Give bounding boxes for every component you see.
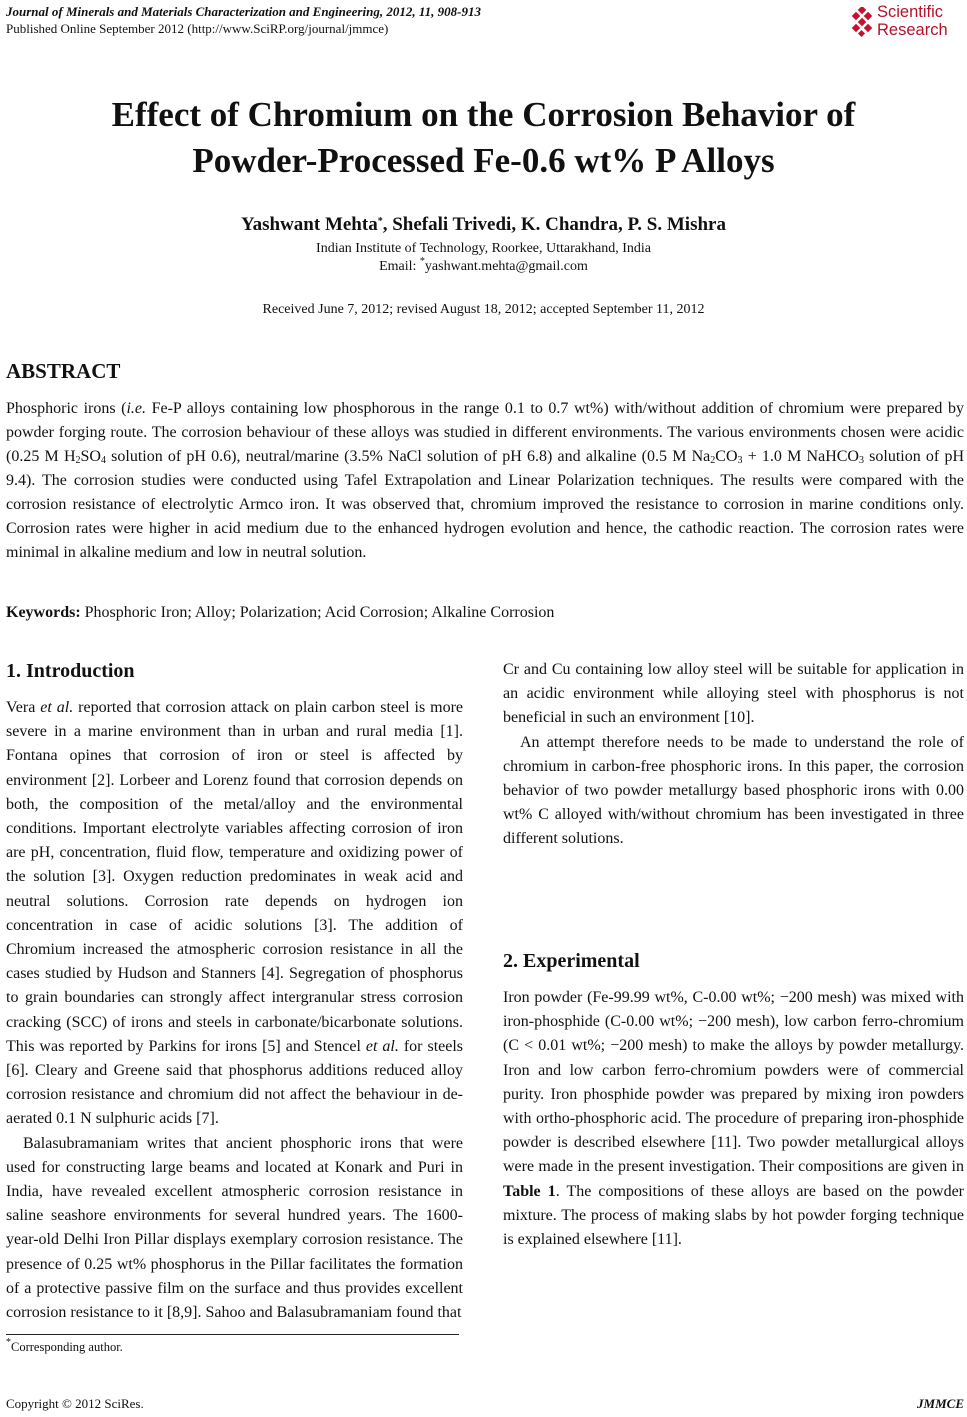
scientific-research-logo[interactable]: [850, 3, 967, 45]
paper-title: [0, 92, 967, 184]
abstract-heading: ABSTRACT: [6, 359, 121, 383]
author-first: Yashwant Mehta: [241, 214, 378, 235]
logo-mark-icon: [850, 7, 876, 37]
text-span: . The compositions of these alloys are based on the powder mixture. The process of making slabs by hot powder forging technique is explained elsewhere [11].: [503, 1182, 964, 1249]
email-star: *: [419, 256, 425, 267]
author-star: *: [377, 216, 383, 227]
logo-line-1: Scientific: [877, 3, 944, 21]
logo-text: [877, 3, 948, 39]
footnote-text: Corresponding author.: [11, 1340, 123, 1354]
subscript: 2: [75, 455, 81, 466]
abstract-part: solution of pH 0.6), neutral/marine (3.5% NaCl solution of pH 6.8) and alkaline (0.5 M Na: [105, 448, 711, 465]
footnote-star: *: [6, 1337, 11, 1348]
keywords-text: Phosphoric Iron; Alloy; Polarization; Acid Corrosion; Alkaline Corrosion: [80, 604, 555, 621]
abstract-part: + 1.0 M NaHCO: [742, 448, 859, 465]
text-span: Iron powder (Fe-99.99 wt%, C-0.00 wt%; −200 mesh) was mixed with iron-phosphide (C-0.00 wt%; −200 mesh), low carbon ferro-chromium (C < 0.01 wt%; −200 mesh) to make the alloys by powder metallurgy. Iron and low carbon ferro-chromium powders were of commercial purity. Iron phosphide powder was prepared by mixing iron powders with ortho-phosphoric acid. The procedure of preparing iron-phosphide powder is described elsewhere [11]. Two powder metallurgical alloys were made in the present investigation. Their compositions are given in: [503, 989, 964, 1176]
section-heading-experimental: 2. Experimental: [503, 950, 640, 972]
email-address[interactable]: yashwant.mehta@gmail.com: [424, 259, 588, 274]
experimental-paragraph-1: [503, 986, 964, 1252]
section-heading-introduction: 1. Introduction: [6, 660, 135, 682]
email-label: Email:: [379, 259, 420, 274]
keywords: [6, 604, 554, 622]
author-rest: , Shefali Trivedi, K. Chandra, P. S. Mishra: [382, 214, 726, 235]
abstract-part: Fe-P alloys containing low phosphorous in the range 0.1 to 0.7 wt%) with/without addition of chromium were prepared by powder forging route. The corrosion behaviour of these alloys was studied in different environments. The various environments chosen were acidic (0.25 M H: [6, 400, 965, 465]
logo-line-2: Research: [877, 21, 948, 39]
intro-paragraph-1: [6, 696, 463, 1132]
abstract-ie: i.e.: [126, 400, 147, 417]
journal-name: Journal of Minerals and Materials Characterization and Engineering: [6, 4, 380, 19]
italic-span: et al.: [40, 699, 74, 716]
intro-column-left: [6, 696, 463, 1325]
journal-abbrev: JMMCE: [917, 1396, 964, 1411]
table-ref-link[interactable]: Table 1: [503, 1182, 556, 1200]
email-line: [0, 256, 967, 275]
italic-span: et al.: [365, 1037, 399, 1055]
experimental-text: [503, 986, 964, 1252]
subscript: 2: [710, 455, 716, 466]
abstract-part: CO: [715, 448, 738, 465]
keywords-label: Keywords:: [6, 604, 81, 621]
published-online: Published Online September 2012 (http://www.SciRP.org/journal/jmmce): [6, 21, 389, 36]
affiliation: Indian Institute of Technology, Roorkee, Uttarakhand, India: [316, 241, 651, 256]
abstract-text: [6, 397, 964, 565]
intro-paragraph-2-continued: Cr and Cu containing low alloy steel will be suitable for application in an acidic environment while alloying steel with phosphorus is not beneficial in such an environment [10].: [503, 661, 964, 727]
subscript: 4: [100, 455, 106, 466]
copyright: Copyright © 2012 SciRes.: [6, 1396, 144, 1411]
abstract-part: solution of pH 9.4). The corrosion studies were conducted using Tafel Extrapolation and Linear Polarization techniques. The results were compared with the corrosion resistance of electrolytic Armco iron. It was observed that, chromium improved the resistance to corrosion in marine conditions only. Corrosion rates were higher in acid medium due to the enhanced hydrogen evolution and hence, the cathodic reaction. The corrosion rates were minimal in alkaline medium and low in neutral solution.: [6, 448, 965, 561]
journal-citation: , 2012, 11, 908-913: [379, 4, 481, 19]
intro-paragraph-2: Balasubramaniam writes that ancient phosphoric irons that were used for constructing large beams and located at Konark and Puri in India, have revealed excellent atmospheric corrosion resistance in saline seashore environments for several hundred years. The 1600-year-old Delhi Iron Pillar displays exemplary corrosion resistance. The presence of 0.25 wt% phosphorus in the Pillar facilitates the formation of a protective passive film on the surface and thus provides excellent corrosion resistance to it [8,9]. Sahoo and Balasubramaniam found that: [6, 1134, 463, 1322]
title-line-2: Powder-Processed Fe-0.6 wt% P Alloys: [192, 141, 775, 180]
received-dates: Received June 7, 2012; revised August 18, 2012; accepted September 11, 2012: [262, 302, 705, 317]
author-list: [0, 214, 967, 236]
title-line-1: Effect of Chromium on the Corrosion Behavior of: [111, 95, 856, 134]
journal-header: [6, 4, 481, 20]
text-span: for steels [6]. Cleary and Greene said that phosphorus additions reduced alloy corrosion resistance and chromium did not affect the behaviour in de-aerated 0.1 N sulphuric acids [7].: [6, 1037, 464, 1128]
text-span: reported that corrosion attack on plain carbon steel is more severe in a marine environment than in urban and rural media [1]. Fontana opines that corrosion of iron or steel is affected by environment [2]. Lorbeer and Lorenz found that corrosion depends on both, the composition of the metal/alloy and the environmental conditions. Important electrolyte variables affecting corrosion of iron are pH, concentration, fluid flow, temperature and oxidizing power of the solution [3]. Oxygen reduction predominates in weak acid and neutral solutions. Corrosion rate depends on hydrogen ion concentration in case of acidic solutions [3]. The addition of Chromium increased the atmospheric corrosion resistance in all the cases studied by Hudson and Stanners [4]. Segregation of phosphorus to grain boundaries can strongly affect intergranular stress corrosion cracking (SCC) of irons and steels in carbonate/bicarbonate solutions. This was reported by Parkins for irons [5] and Stencel: [6, 699, 464, 1055]
footnote: [6, 1337, 123, 1355]
intro-column-right: [503, 658, 964, 852]
abstract-part: Phosphoric irons (: [6, 400, 127, 417]
footnote-rule: [6, 1334, 459, 1335]
subscript: 3: [737, 455, 743, 466]
subscript: 3: [858, 455, 864, 466]
text-span: Vera: [6, 699, 41, 716]
abstract-part: SO: [80, 448, 101, 465]
intro-paragraph-3: An attempt therefore needs to be made to understand the role of chromium in carbon-free phosphoric irons. In this paper, the corrosion behavior of two powder metallurgy based phosphoric irons with 0.00 wt% C alloyed with/without chromium has been investigated in three different solutions.: [503, 733, 964, 848]
